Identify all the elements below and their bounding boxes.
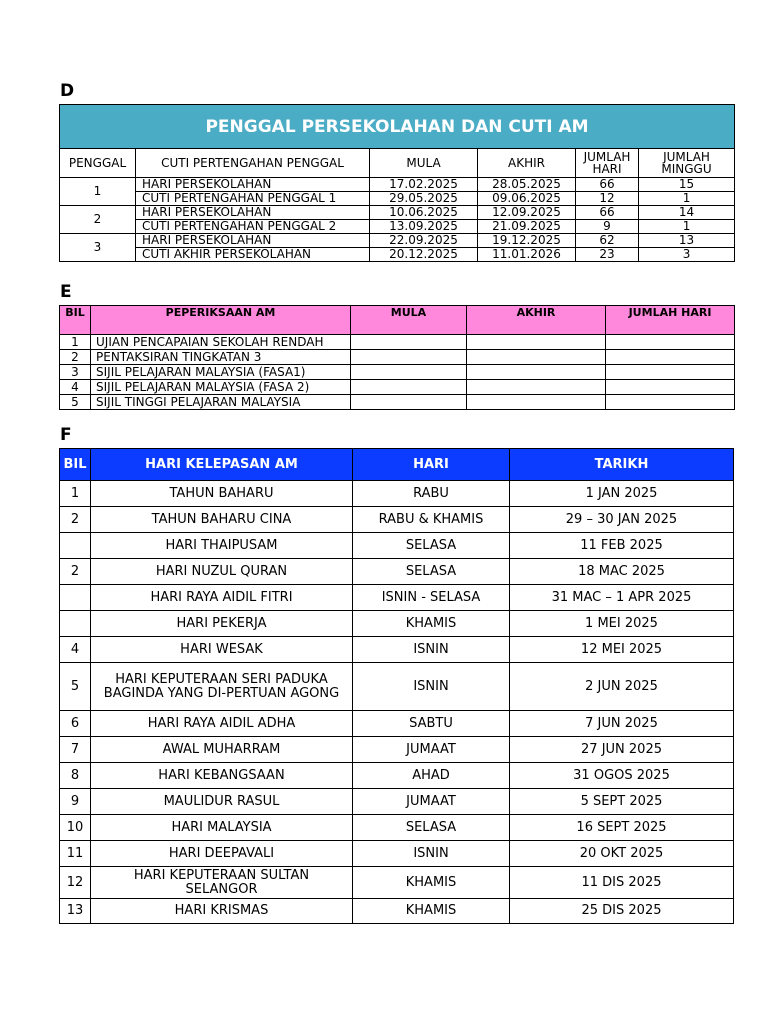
end-date [467, 365, 606, 380]
table-row [60, 867, 734, 899]
column-header-bil: BIL [60, 449, 91, 481]
penggal-number: 3 [60, 234, 136, 262]
holiday-name: HARI RAYA AIDIL FITRI [91, 585, 353, 611]
holiday-date: 5 SEPT 2025 [510, 789, 734, 815]
holiday-day: ISNIN [353, 663, 510, 711]
start-date [351, 335, 467, 350]
table-row [60, 192, 735, 206]
column-header-penggal: PENGGAL [60, 149, 136, 178]
exam-name: SIJIL PELAJARAN MALAYSIA (FASA 2) [91, 380, 351, 395]
holiday-date: 18 MAC 2025 [510, 559, 734, 585]
column-header-peperiksaan: PEPERIKSAAN AM [91, 306, 351, 335]
table-row [60, 350, 735, 365]
holiday-day: ISNIN - SELASA [353, 585, 510, 611]
total-days: 12 [576, 192, 639, 206]
holiday-date: 2 JUN 2025 [510, 663, 734, 711]
period-label: CUTI AKHIR PERSEKOLAHAN [136, 248, 370, 262]
total-days: 23 [576, 248, 639, 262]
holiday-day: SELASA [353, 533, 510, 559]
end-date: 11.01.2026 [478, 248, 576, 262]
table-row [60, 481, 734, 507]
period-label: CUTI PERTENGAHAN PENGGAL 2 [136, 220, 370, 234]
holiday-day: ISNIN [353, 841, 510, 867]
holiday-day: SABTU [353, 711, 510, 737]
total-weeks: 1 [639, 220, 735, 234]
holiday-name: HARI MALAYSIA [91, 815, 353, 841]
column-header-hari: HARI [353, 449, 510, 481]
exam-name: PENTAKSIRAN TINGKATAN 3 [91, 350, 351, 365]
period-label: HARI PERSEKOLAHAN [136, 178, 370, 192]
holiday-name: HARI KRISMAS [91, 899, 353, 924]
holiday-name: TAHUN BAHARU [91, 481, 353, 507]
table-row [60, 178, 735, 192]
holiday-date: 20 OKT 2025 [510, 841, 734, 867]
holiday-date: 1 JAN 2025 [510, 481, 734, 507]
holiday-name: AWAL MUHARRAM [91, 737, 353, 763]
total-days: 66 [576, 206, 639, 220]
exam-name: SIJIL PELAJARAN MALAYSIA (FASA1) [91, 365, 351, 380]
holiday-date: 31 OGOS 2025 [510, 763, 734, 789]
column-header-jumlah-minggu: JUMLAH MINGGU [639, 149, 735, 178]
start-date: 29.05.2025 [370, 192, 478, 206]
row-number: 4 [60, 380, 91, 395]
holiday-day: JUMAAT [353, 737, 510, 763]
total-days [606, 350, 735, 365]
column-header-akhir: AKHIR [467, 306, 606, 335]
table-row [60, 841, 734, 867]
public-exam-table [59, 305, 735, 410]
row-number: 1 [60, 335, 91, 350]
end-date: 19.12.2025 [478, 234, 576, 248]
table-row [60, 815, 734, 841]
start-date: 22.09.2025 [370, 234, 478, 248]
total-weeks: 3 [639, 248, 735, 262]
start-date: 10.06.2025 [370, 206, 478, 220]
table-row [60, 899, 734, 924]
row-number [60, 533, 91, 559]
row-number: 1 [60, 481, 91, 507]
public-holiday-table [59, 448, 734, 924]
holiday-day: JUMAAT [353, 789, 510, 815]
holiday-day: ISNIN [353, 637, 510, 663]
start-date [351, 395, 467, 410]
row-number: 11 [60, 841, 91, 867]
holiday-date: 27 JUN 2025 [510, 737, 734, 763]
holiday-day: KHAMIS [353, 611, 510, 637]
total-days [606, 335, 735, 350]
table-row [60, 206, 735, 220]
school-term-table [59, 104, 735, 262]
total-weeks: 15 [639, 178, 735, 192]
holiday-name: HARI PEKERJA [91, 611, 353, 637]
period-label: HARI PERSEKOLAHAN [136, 206, 370, 220]
table-row [60, 637, 734, 663]
holiday-name: HARI DEEPAVALI [91, 841, 353, 867]
table-row [60, 395, 735, 410]
end-date: 28.05.2025 [478, 178, 576, 192]
end-date [467, 335, 606, 350]
start-date [351, 350, 467, 365]
row-number: 5 [60, 663, 91, 711]
end-date [467, 395, 606, 410]
holiday-name: HARI KEPUTERAAN SULTAN SELANGOR [91, 867, 353, 899]
holiday-day: KHAMIS [353, 899, 510, 924]
table-row [60, 559, 734, 585]
holiday-day: RABU [353, 481, 510, 507]
table-row [60, 365, 735, 380]
total-days: 9 [576, 220, 639, 234]
holiday-name: HARI KEPUTERAAN SERI PADUKA BAGINDA YANG DI-PERTUAN AGONG [91, 663, 353, 711]
table-row [60, 335, 735, 350]
row-number: 13 [60, 899, 91, 924]
total-weeks: 13 [639, 234, 735, 248]
holiday-date: 12 MEI 2025 [510, 637, 734, 663]
holiday-day: KHAMIS [353, 867, 510, 899]
holiday-day: AHAD [353, 763, 510, 789]
start-date: 13.09.2025 [370, 220, 478, 234]
table-row [60, 220, 735, 234]
section-letter-f: F [60, 425, 72, 445]
column-header-cuti: CUTI PERTENGAHAN PENGGAL [136, 149, 370, 178]
total-days [606, 380, 735, 395]
table-row [60, 711, 734, 737]
start-date: 20.12.2025 [370, 248, 478, 262]
total-days: 66 [576, 178, 639, 192]
table-row [60, 380, 735, 395]
row-number: 4 [60, 637, 91, 663]
start-date [351, 380, 467, 395]
end-date [467, 380, 606, 395]
row-number: 2 [60, 559, 91, 585]
row-number [60, 585, 91, 611]
row-number: 12 [60, 867, 91, 899]
total-weeks: 14 [639, 206, 735, 220]
column-header-hari-kelepasan: HARI KELEPASAN AM [91, 449, 353, 481]
holiday-day: RABU & KHAMIS [353, 507, 510, 533]
row-number: 2 [60, 350, 91, 365]
start-date: 17.02.2025 [370, 178, 478, 192]
exam-name: UJIAN PENCAPAIAN SEKOLAH RENDAH [91, 335, 351, 350]
row-number: 10 [60, 815, 91, 841]
table-row [60, 789, 734, 815]
holiday-date: 25 DIS 2025 [510, 899, 734, 924]
row-number: 7 [60, 737, 91, 763]
holiday-name: HARI THAIPUSAM [91, 533, 353, 559]
table-row [60, 763, 734, 789]
table-row [60, 533, 734, 559]
holiday-date: 31 MAC – 1 APR 2025 [510, 585, 734, 611]
row-number: 8 [60, 763, 91, 789]
holiday-date: 11 DIS 2025 [510, 867, 734, 899]
holiday-name: HARI RAYA AIDIL ADHA [91, 711, 353, 737]
holiday-name: HARI NUZUL QURAN [91, 559, 353, 585]
holiday-date: 16 SEPT 2025 [510, 815, 734, 841]
penggal-number: 1 [60, 178, 136, 206]
exam-name: SIJIL TINGGI PELAJARAN MALAYSIA [91, 395, 351, 410]
column-header-akhir: AKHIR [478, 149, 576, 178]
row-number: 6 [60, 711, 91, 737]
total-days: 62 [576, 234, 639, 248]
holiday-name: HARI WESAK [91, 637, 353, 663]
table-row [60, 663, 734, 711]
end-date: 09.06.2025 [478, 192, 576, 206]
table-row [60, 507, 734, 533]
row-number: 5 [60, 395, 91, 410]
total-days [606, 395, 735, 410]
holiday-day: SELASA [353, 815, 510, 841]
holiday-date: 11 FEB 2025 [510, 533, 734, 559]
row-number: 3 [60, 365, 91, 380]
holiday-date: 1 MEI 2025 [510, 611, 734, 637]
row-number [60, 611, 91, 637]
penggal-number: 2 [60, 206, 136, 234]
end-date: 21.09.2025 [478, 220, 576, 234]
row-number: 2 [60, 507, 91, 533]
table-row [60, 234, 735, 248]
holiday-name: MAULIDUR RASUL [91, 789, 353, 815]
column-header-mula: MULA [370, 149, 478, 178]
column-header-jumlah-hari: JUMLAH HARI [576, 149, 639, 178]
table-row [60, 248, 735, 262]
total-weeks: 1 [639, 192, 735, 206]
school-term-table-title: PENGGAL PERSEKOLAHAN DAN CUTI AM [60, 105, 735, 149]
row-number: 9 [60, 789, 91, 815]
period-label: CUTI PERTENGAHAN PENGGAL 1 [136, 192, 370, 206]
column-header-mula: MULA [351, 306, 467, 335]
end-date [467, 350, 606, 365]
column-header-jumlah-hari: JUMLAH HARI [606, 306, 735, 335]
end-date: 12.09.2025 [478, 206, 576, 220]
section-letter-d: D [60, 81, 75, 101]
table-row [60, 737, 734, 763]
holiday-name: TAHUN BAHARU CINA [91, 507, 353, 533]
holiday-name: HARI KEBANGSAAN [91, 763, 353, 789]
holiday-date: 29 – 30 JAN 2025 [510, 507, 734, 533]
column-header-bil: BIL [60, 306, 91, 335]
period-label: HARI PERSEKOLAHAN [136, 234, 370, 248]
holiday-day: SELASA [353, 559, 510, 585]
total-days [606, 365, 735, 380]
start-date [351, 365, 467, 380]
table-row [60, 611, 734, 637]
section-letter-e: E [60, 282, 72, 302]
column-header-tarikh: TARIKH [510, 449, 734, 481]
table-row [60, 585, 734, 611]
holiday-date: 7 JUN 2025 [510, 711, 734, 737]
